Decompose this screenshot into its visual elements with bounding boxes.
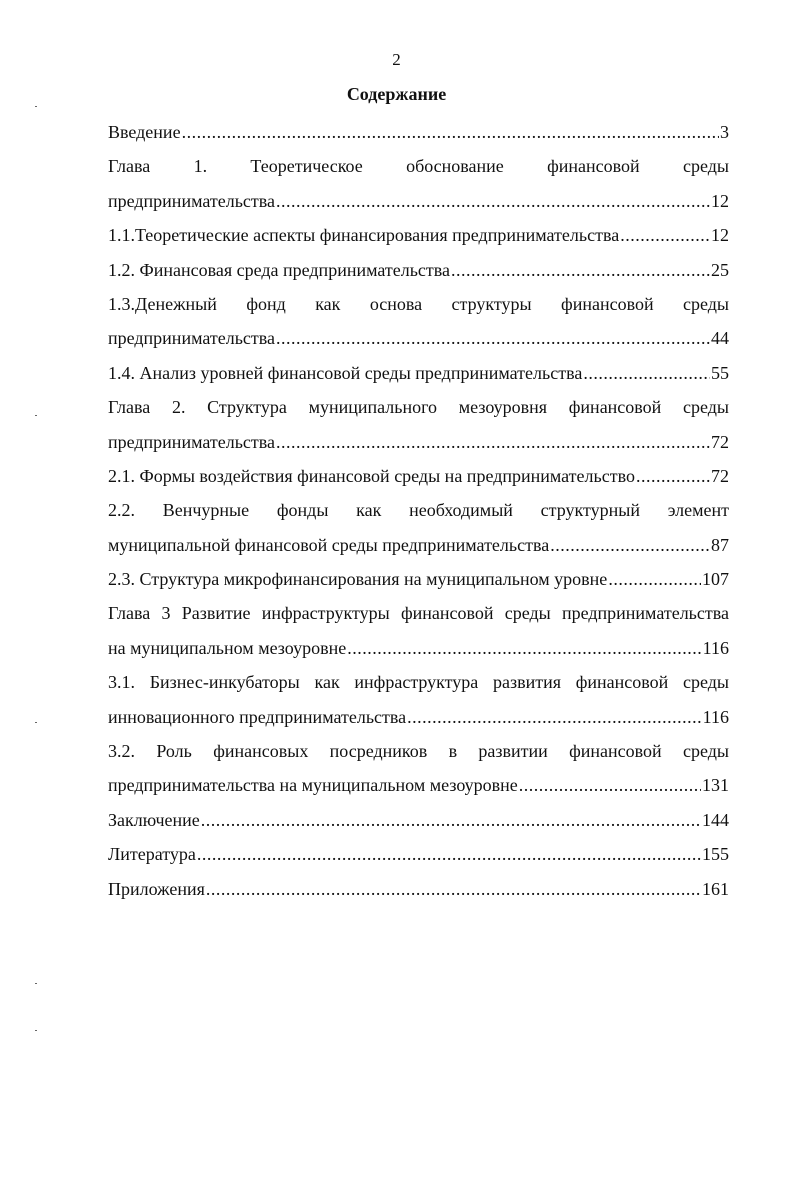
scan-speck <box>35 415 37 416</box>
toc-entry-2-3 <box>108 562 729 596</box>
toc-entry-2-2-cont <box>108 528 729 562</box>
dot-leader <box>197 837 701 871</box>
toc-entry-3-1: 3.1. Бизнес-инкубаторы как инфраструктура развития финансовой среды <box>108 672 729 693</box>
toc-entry-title: 2.1. Формы воздействия финансовой среды на предпринимательство <box>108 465 635 486</box>
toc-entry-1-2 <box>108 253 729 287</box>
toc-entry-chapter-1-cont <box>108 184 729 218</box>
dot-leader <box>583 356 710 390</box>
toc-entry-page: 107 <box>702 569 729 590</box>
toc-entry-1-3-cont <box>108 321 729 355</box>
toc-entry-page: 3 <box>720 122 729 142</box>
toc-entry-chapter-2: Глава 2. Структура муниципального мезоуровня финансовой среды <box>108 397 729 418</box>
toc-entry-literature <box>108 837 729 871</box>
dot-leader <box>451 253 710 287</box>
toc-heading: Содержание <box>346 84 447 104</box>
dot-leader <box>620 218 710 252</box>
toc-entry-page: 55 <box>711 362 729 383</box>
toc-entry-title: 1.1.Теоретические аспекты финансирования предпринимательства <box>108 225 620 246</box>
toc-entry-page: 144 <box>702 809 729 830</box>
toc-entry-title: Литература <box>108 844 196 865</box>
dot-leader <box>201 803 701 837</box>
dot-leader <box>276 321 710 355</box>
dot-leader <box>347 631 701 665</box>
dot-leader <box>608 562 701 596</box>
dot-leader <box>276 425 710 459</box>
dot-leader <box>206 872 701 906</box>
toc-entry-page: 12 <box>711 225 729 246</box>
dot-leader <box>182 115 719 149</box>
toc-entry-chapter-2-cont <box>108 425 729 459</box>
toc-entry-chapter-3-cont <box>108 631 729 665</box>
dot-leader <box>276 184 710 218</box>
toc-entry-page: 116 <box>702 637 729 658</box>
toc-entry-title: 1.4. Анализ уровней финансовой среды предпринимательства <box>108 362 583 383</box>
toc-entry-title: на муниципальном мезоуровне <box>108 637 347 658</box>
page-number: 2 <box>392 50 401 69</box>
toc-entry-1-1 <box>108 218 729 252</box>
toc-entry-introduction <box>108 115 729 149</box>
toc-entry-title: 2.3. Структура микрофинансирования на муниципальном уровне <box>108 569 608 590</box>
toc-entry-1-4 <box>108 356 729 390</box>
toc-entry-title: инновационного предпринимательства <box>108 706 407 727</box>
toc-entry-title: 1.2. Финансовая среда предпринимательства <box>108 259 451 280</box>
toc-entry-title: муниципальной финансовой среды предпринимательства <box>108 534 550 555</box>
dot-leader <box>636 459 710 493</box>
dot-leader <box>519 768 701 802</box>
toc-entry-1-3: 1.3.Денежный фонд как основа структуры финансовой среды <box>108 293 729 314</box>
dot-leader <box>550 528 710 562</box>
toc-entry-page: 44 <box>711 328 729 349</box>
scan-speck <box>35 106 37 107</box>
toc-entry-3-2-cont <box>108 768 729 802</box>
toc-entry-3-2: 3.2. Роль финансовых посредников в развитии финансовой среды <box>108 741 729 762</box>
table-of-contents <box>108 115 729 906</box>
scan-speck <box>35 983 37 984</box>
toc-entry-page: 131 <box>702 775 729 796</box>
toc-entry-page: 25 <box>711 259 729 280</box>
toc-entry-chapter-3: Глава 3 Развитие инфраструктуры финансовой среды предпринимательства <box>108 603 729 624</box>
toc-entry-page: 161 <box>702 878 729 899</box>
toc-entry-page: 87 <box>711 534 729 555</box>
toc-entry-appendices <box>108 872 729 906</box>
toc-entry-page: 155 <box>702 844 729 865</box>
toc-entry-2-1 <box>108 459 729 493</box>
toc-entry-title: предпринимательства на муниципальном мезоуровне <box>108 775 518 796</box>
scan-speck <box>35 1030 37 1031</box>
toc-entry-page: 116 <box>702 706 729 727</box>
toc-entry-title: Приложения <box>108 878 205 899</box>
toc-entry-title: предпринимательства <box>108 328 276 349</box>
toc-entry-title: предпринимательства <box>108 431 276 452</box>
toc-entry-title: Заключение <box>108 809 200 830</box>
dot-leader <box>407 700 702 734</box>
toc-entry-2-2: 2.2. Венчурные фонды как необходимый структурный элемент <box>108 500 729 521</box>
toc-entry-conclusion <box>108 803 729 837</box>
toc-entry-title: Введение <box>108 122 181 142</box>
toc-entry-3-1-cont <box>108 700 729 734</box>
toc-entry-page: 72 <box>711 431 729 452</box>
toc-entry-chapter-1: Глава 1. Теоретическое обоснование финансовой среды <box>108 156 729 177</box>
toc-entry-page: 12 <box>711 190 729 211</box>
scan-speck <box>35 722 37 723</box>
toc-entry-page: 72 <box>711 465 729 486</box>
toc-entry-title: предпринимательства <box>108 190 276 211</box>
